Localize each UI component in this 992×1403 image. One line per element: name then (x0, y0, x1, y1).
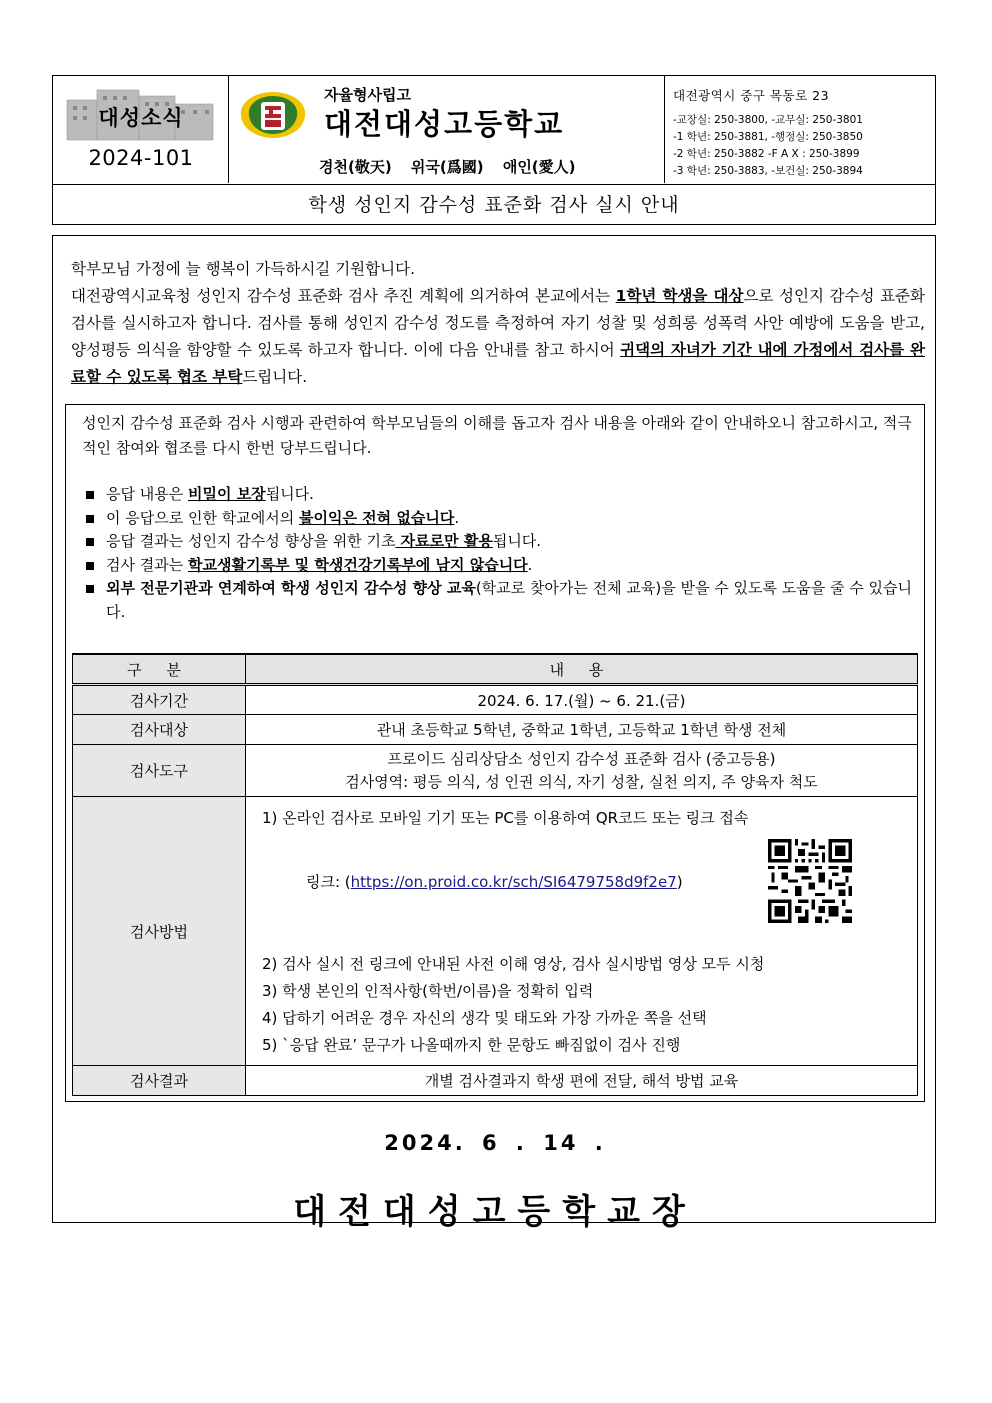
bullet-list (84, 483, 914, 624)
bullet-emphasis: 외부 전문기관과 연계하여 학생 성인지 감수성 향상 교육 (106, 579, 476, 597)
phone-line: -2 학년: 250-3882 -F A X : 250-3899 (673, 148, 860, 160)
principal-signature: 대전대성고등학교장 (293, 1192, 697, 1232)
bullet-text: 됩니다. (492, 532, 542, 550)
header-content: 내 용 (246, 654, 918, 685)
method-step: 2) 검사 실시 전 링크에 안내된 사전 이해 영상, 검사 실시방법 영상 모두 시청 (262, 955, 765, 973)
row-value: 2024. 6. 17.(월) ~ 6. 21.(금) (246, 685, 918, 715)
intro-text-b: 으로 성인지 감수성 표준화 검사를 실시하고자 합니다. 검사를 통해 성인지 감수성 정도를 측정하여 자기 성찰 및 성희롱 성폭력 사안 예방에 도움을 받고, 양성평등 의식을 함양할 수 있도록 하고자 합니다. 이에 다음 안내를 참고 하시어 (71, 287, 925, 359)
letter-body (52, 235, 936, 1232)
intro-text-c: 드립니다. (242, 368, 308, 386)
bullet-text: 됩니다. (265, 485, 314, 503)
greeting: 학부모님 가정에 늘 행복이 가득하시길 기원합니다. (71, 260, 415, 278)
bullet-emphasis: 자료로만 활용 (395, 532, 493, 550)
bullet-text: . (454, 508, 460, 527)
table-header-row (73, 654, 918, 685)
list-item (84, 507, 914, 531)
row-value: 개별 검사결과지 학생 편에 전달, 해석 방법 교육 (246, 1066, 918, 1096)
school-address: 대전광역시 중구 목동로 23 (673, 88, 830, 103)
bullet-text: 이 응답으로 인한 학교에서의 (106, 508, 299, 527)
row-label: 검사대상 (73, 715, 246, 745)
school-identity (229, 76, 665, 183)
bullet-text: (학교로 찾아가는 전체 교육)을 받을 수 있도록 도움을 줄 수 있습니다. (106, 579, 912, 621)
intro-text-a: 대전광역시교육청 성인지 감수성 표준화 검사 추진 계획에 의거하여 본교에서는 (71, 287, 616, 305)
phone-line: -1 학년: 250-3881, -행정실: 250-3850 (673, 131, 863, 143)
row-label: 검사도구 (73, 745, 246, 797)
row-value (246, 745, 918, 797)
document-title: 학생 성인지 감수성 표준화 검사 실시 안내 (52, 185, 936, 225)
table-row (73, 797, 918, 1066)
list-item (84, 577, 914, 624)
intro-paragraph (71, 283, 925, 391)
bullet-text: 검사 결과는 (106, 555, 188, 574)
bullet-square-icon (86, 515, 94, 523)
bullet-square-icon (86, 538, 94, 546)
target-emphasis: 1학년 학생을 대상 (615, 287, 744, 305)
school-type: 자율형사립고 (324, 86, 411, 104)
school-name: 대전대성고등학교 (324, 107, 565, 141)
contact-info (665, 76, 935, 183)
row-label: 검사기간 (73, 685, 246, 715)
bullet-square-icon (86, 585, 94, 593)
table-row (73, 715, 918, 745)
row-value: 관내 초등학교 5학년, 중학교 1학년, 고등학교 1학년 학생 전체 (246, 715, 918, 745)
phone-list (673, 112, 863, 180)
phone-line: -교장실: 250-3800, -교무실: 250-3801 (673, 114, 863, 126)
list-item (84, 530, 914, 554)
method-step: 1) 온라인 검사로 모바일 기기 또는 PC를 이용하여 QR코드 또는 링크 접속 (262, 809, 749, 827)
link-suffix: ) (676, 873, 683, 891)
exam-link[interactable] (306, 871, 683, 892)
bullet-emphasis: 학교생활기록부 및 학생건강기록부에 남지 않습니다 (188, 555, 528, 574)
letterhead (52, 75, 936, 185)
bullet-emphasis: 불이익은 전혀 없습니다 (298, 508, 455, 527)
list-item (84, 554, 914, 578)
newsletter-badge (53, 76, 229, 183)
newsletter-title: 대성소식 (98, 106, 184, 130)
table-row (73, 1066, 918, 1096)
row-label: 검사결과 (73, 1066, 246, 1096)
method-step: 5) `응답 완료’ 문구가 나올때까지 한 문항도 빠짐없이 검사 진행 (262, 1036, 681, 1054)
bullet-text: 응답 내용은 (106, 485, 188, 503)
intro-text (71, 256, 925, 391)
table-row (73, 745, 918, 797)
bullet-square-icon (86, 562, 94, 570)
link-url[interactable]: https://on.proid.co.kr/sch/SI6479758d9f2e7 (350, 873, 677, 891)
school-emblem-icon (235, 88, 311, 142)
guide-box (65, 404, 925, 1102)
bullet-emphasis: 비밀이 보장 (188, 485, 266, 503)
issue-date: 2024. 6 . 14 . (384, 1131, 606, 1155)
issue-number: 2024-101 (88, 146, 194, 170)
method-step: 3) 학생 본인의 인적사항(학번/이름)을 정확히 입력 (262, 982, 594, 1000)
tool-line: 검사영역: 평등 의식, 성 인권 의식, 자기 성찰, 실천 의지, 주 양육자 척도 (345, 772, 818, 791)
qr-code-icon[interactable] (762, 839, 858, 923)
phone-line: -3 학년: 250-3883, -보건실: 250-3894 (673, 165, 863, 177)
method-cell (246, 797, 918, 1066)
notice-text: 성인지 감수성 표준화 검사 시행과 관련하여 학부모님들의 이해를 돕고자 검사 내용을 아래와 같이 안내하오니 참고하시고, 적극적인 참여와 협조를 다시 한번 당부드립니다. (82, 414, 912, 457)
request-emphasis: 귀댁의 자녀가 기간 내에 가정에서 검사를 완료할 수 있도록 협조 부탁 (71, 341, 925, 386)
link-prefix: 링크: ( (306, 873, 351, 891)
exam-info-table (72, 653, 918, 1096)
table-row (73, 685, 918, 715)
bullet-text: . (527, 555, 533, 574)
header-label: 구 분 (73, 654, 246, 685)
bullet-text: 응답 결과는 성인지 감수성 향상을 위한 기초 (106, 532, 396, 550)
row-label: 검사방법 (73, 797, 246, 1066)
tool-line: 프로이드 심리상담소 성인지 감수성 표준화 검사 (중고등용) (387, 749, 776, 768)
method-step: 4) 답하기 어려운 경우 자신의 생각 및 태도와 가장 가까운 쪽을 선택 (262, 1009, 707, 1027)
school-motto: 경천(敬天) 위국(爲國) 애인(愛人) (319, 158, 576, 176)
bullet-square-icon (86, 491, 94, 499)
list-item (84, 483, 914, 507)
